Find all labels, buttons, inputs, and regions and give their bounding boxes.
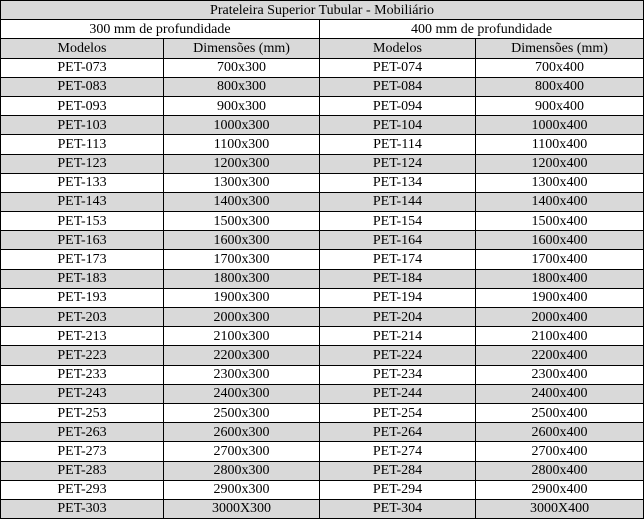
- table-row: [1, 423, 644, 442]
- table-row: [1, 365, 644, 384]
- model-300-cell: PET-213: [1, 327, 164, 346]
- table-row: [1, 154, 644, 173]
- dimension-400-cell: 1100x400: [476, 135, 644, 154]
- dimension-300-cell: 3000X300: [164, 499, 320, 518]
- model-300-cell: PET-093: [1, 96, 164, 115]
- model-300-cell: PET-293: [1, 480, 164, 499]
- table-row: [1, 77, 644, 96]
- dimension-300-cell: 700x300: [164, 58, 320, 77]
- dimension-300-cell: 1000x300: [164, 116, 320, 135]
- model-300-cell: PET-243: [1, 384, 164, 403]
- table-row: [1, 96, 644, 115]
- model-300-cell: PET-183: [1, 269, 164, 288]
- model-400-cell: PET-214: [320, 327, 476, 346]
- dimension-300-cell: 1400x300: [164, 192, 320, 211]
- model-400-cell: PET-124: [320, 154, 476, 173]
- model-400-cell: PET-144: [320, 192, 476, 211]
- model-400-cell: PET-304: [320, 499, 476, 518]
- model-400-cell: PET-224: [320, 346, 476, 365]
- dimension-400-cell: 900x400: [476, 96, 644, 115]
- table-row: [1, 384, 644, 403]
- model-300-cell: PET-073: [1, 58, 164, 77]
- dimension-400-cell: 700x400: [476, 58, 644, 77]
- model-400-cell: PET-194: [320, 288, 476, 307]
- table-row: [1, 173, 644, 192]
- dimension-400-cell: 1500x400: [476, 212, 644, 231]
- dimension-300-cell: 2800x300: [164, 461, 320, 480]
- depth-group-row: [1, 20, 644, 39]
- dimension-300-cell: 2100x300: [164, 327, 320, 346]
- table-row: [1, 192, 644, 211]
- depth-group-300: 300 mm de profundidade: [1, 20, 320, 39]
- dimension-400-cell: 2500x400: [476, 403, 644, 422]
- dimension-400-cell: 800x400: [476, 77, 644, 96]
- dimension-400-cell: 2300x400: [476, 365, 644, 384]
- dimension-300-cell: 1900x300: [164, 288, 320, 307]
- model-300-cell: PET-253: [1, 403, 164, 422]
- dimension-400-cell: 3000X400: [476, 499, 644, 518]
- model-400-cell: PET-094: [320, 96, 476, 115]
- header-dimensoes-400: Dimensões (mm): [476, 39, 644, 58]
- dimension-400-cell: 1400x400: [476, 192, 644, 211]
- dimension-400-cell: 2000x400: [476, 308, 644, 327]
- depth-group-400: 400 mm de profundidade: [320, 20, 644, 39]
- header-modelos-300: Modelos: [1, 39, 164, 58]
- dimension-300-cell: 1100x300: [164, 135, 320, 154]
- table-row: [1, 288, 644, 307]
- table-title-row: [1, 1, 644, 20]
- model-400-cell: PET-174: [320, 250, 476, 269]
- model-300-cell: PET-263: [1, 423, 164, 442]
- model-300-cell: PET-133: [1, 173, 164, 192]
- model-400-cell: PET-104: [320, 116, 476, 135]
- model-400-cell: PET-164: [320, 231, 476, 250]
- model-300-cell: PET-103: [1, 116, 164, 135]
- model-400-cell: PET-274: [320, 442, 476, 461]
- column-header-row: [1, 39, 644, 58]
- dimension-300-cell: 1500x300: [164, 212, 320, 231]
- dimension-400-cell: 1700x400: [476, 250, 644, 269]
- table-row: [1, 135, 644, 154]
- dimension-400-cell: 2900x400: [476, 480, 644, 499]
- model-300-cell: PET-083: [1, 77, 164, 96]
- model-300-cell: PET-113: [1, 135, 164, 154]
- dimension-400-cell: 1300x400: [476, 173, 644, 192]
- table-row: [1, 403, 644, 422]
- dimension-300-cell: 2900x300: [164, 480, 320, 499]
- model-300-cell: PET-303: [1, 499, 164, 518]
- model-400-cell: PET-254: [320, 403, 476, 422]
- dimension-300-cell: 1200x300: [164, 154, 320, 173]
- model-300-cell: PET-173: [1, 250, 164, 269]
- table-row: [1, 461, 644, 480]
- dimension-300-cell: 2300x300: [164, 365, 320, 384]
- header-dimensoes-300: Dimensões (mm): [164, 39, 320, 58]
- dimension-300-cell: 2600x300: [164, 423, 320, 442]
- table-row: [1, 327, 644, 346]
- table-row: [1, 346, 644, 365]
- model-300-cell: PET-143: [1, 192, 164, 211]
- model-300-cell: PET-123: [1, 154, 164, 173]
- model-400-cell: PET-114: [320, 135, 476, 154]
- table-row: [1, 442, 644, 461]
- model-400-cell: PET-184: [320, 269, 476, 288]
- model-400-cell: PET-154: [320, 212, 476, 231]
- dimension-300-cell: 1300x300: [164, 173, 320, 192]
- model-300-cell: PET-203: [1, 308, 164, 327]
- dimension-400-cell: 1200x400: [476, 154, 644, 173]
- dimension-300-cell: 2400x300: [164, 384, 320, 403]
- model-300-cell: PET-193: [1, 288, 164, 307]
- table-row: [1, 269, 644, 288]
- table-row: [1, 58, 644, 77]
- model-400-cell: PET-234: [320, 365, 476, 384]
- dimension-300-cell: 1700x300: [164, 250, 320, 269]
- dimension-400-cell: 2600x400: [476, 423, 644, 442]
- dimension-400-cell: 1000x400: [476, 116, 644, 135]
- model-400-cell: PET-264: [320, 423, 476, 442]
- table-row: [1, 250, 644, 269]
- dimension-300-cell: 2000x300: [164, 308, 320, 327]
- dimension-300-cell: 1600x300: [164, 231, 320, 250]
- dimension-400-cell: 2700x400: [476, 442, 644, 461]
- table-row: [1, 212, 644, 231]
- table-title: Prateleira Superior Tubular - Mobiliário: [1, 1, 644, 20]
- model-300-cell: PET-153: [1, 212, 164, 231]
- dimension-400-cell: 2100x400: [476, 327, 644, 346]
- model-400-cell: PET-204: [320, 308, 476, 327]
- dimension-300-cell: 900x300: [164, 96, 320, 115]
- dimension-400-cell: 2800x400: [476, 461, 644, 480]
- table-row: [1, 480, 644, 499]
- model-400-cell: PET-134: [320, 173, 476, 192]
- dimension-300-cell: 2200x300: [164, 346, 320, 365]
- model-300-cell: PET-283: [1, 461, 164, 480]
- dimension-400-cell: 1600x400: [476, 231, 644, 250]
- model-300-cell: PET-273: [1, 442, 164, 461]
- model-300-cell: PET-163: [1, 231, 164, 250]
- dimension-300-cell: 1800x300: [164, 269, 320, 288]
- dimension-400-cell: 1800x400: [476, 269, 644, 288]
- dimension-300-cell: 2500x300: [164, 403, 320, 422]
- table-row: [1, 231, 644, 250]
- dimension-400-cell: 1900x400: [476, 288, 644, 307]
- model-300-cell: PET-223: [1, 346, 164, 365]
- model-300-cell: PET-233: [1, 365, 164, 384]
- table-row: [1, 308, 644, 327]
- table-row: [1, 116, 644, 135]
- dimension-400-cell: 2400x400: [476, 384, 644, 403]
- model-400-cell: PET-244: [320, 384, 476, 403]
- dimension-400-cell: 2200x400: [476, 346, 644, 365]
- header-modelos-400: Modelos: [320, 39, 476, 58]
- table-row: [1, 499, 644, 518]
- model-400-cell: PET-074: [320, 58, 476, 77]
- dimension-300-cell: 800x300: [164, 77, 320, 96]
- model-400-cell: PET-294: [320, 480, 476, 499]
- model-400-cell: PET-284: [320, 461, 476, 480]
- dimension-300-cell: 2700x300: [164, 442, 320, 461]
- model-400-cell: PET-084: [320, 77, 476, 96]
